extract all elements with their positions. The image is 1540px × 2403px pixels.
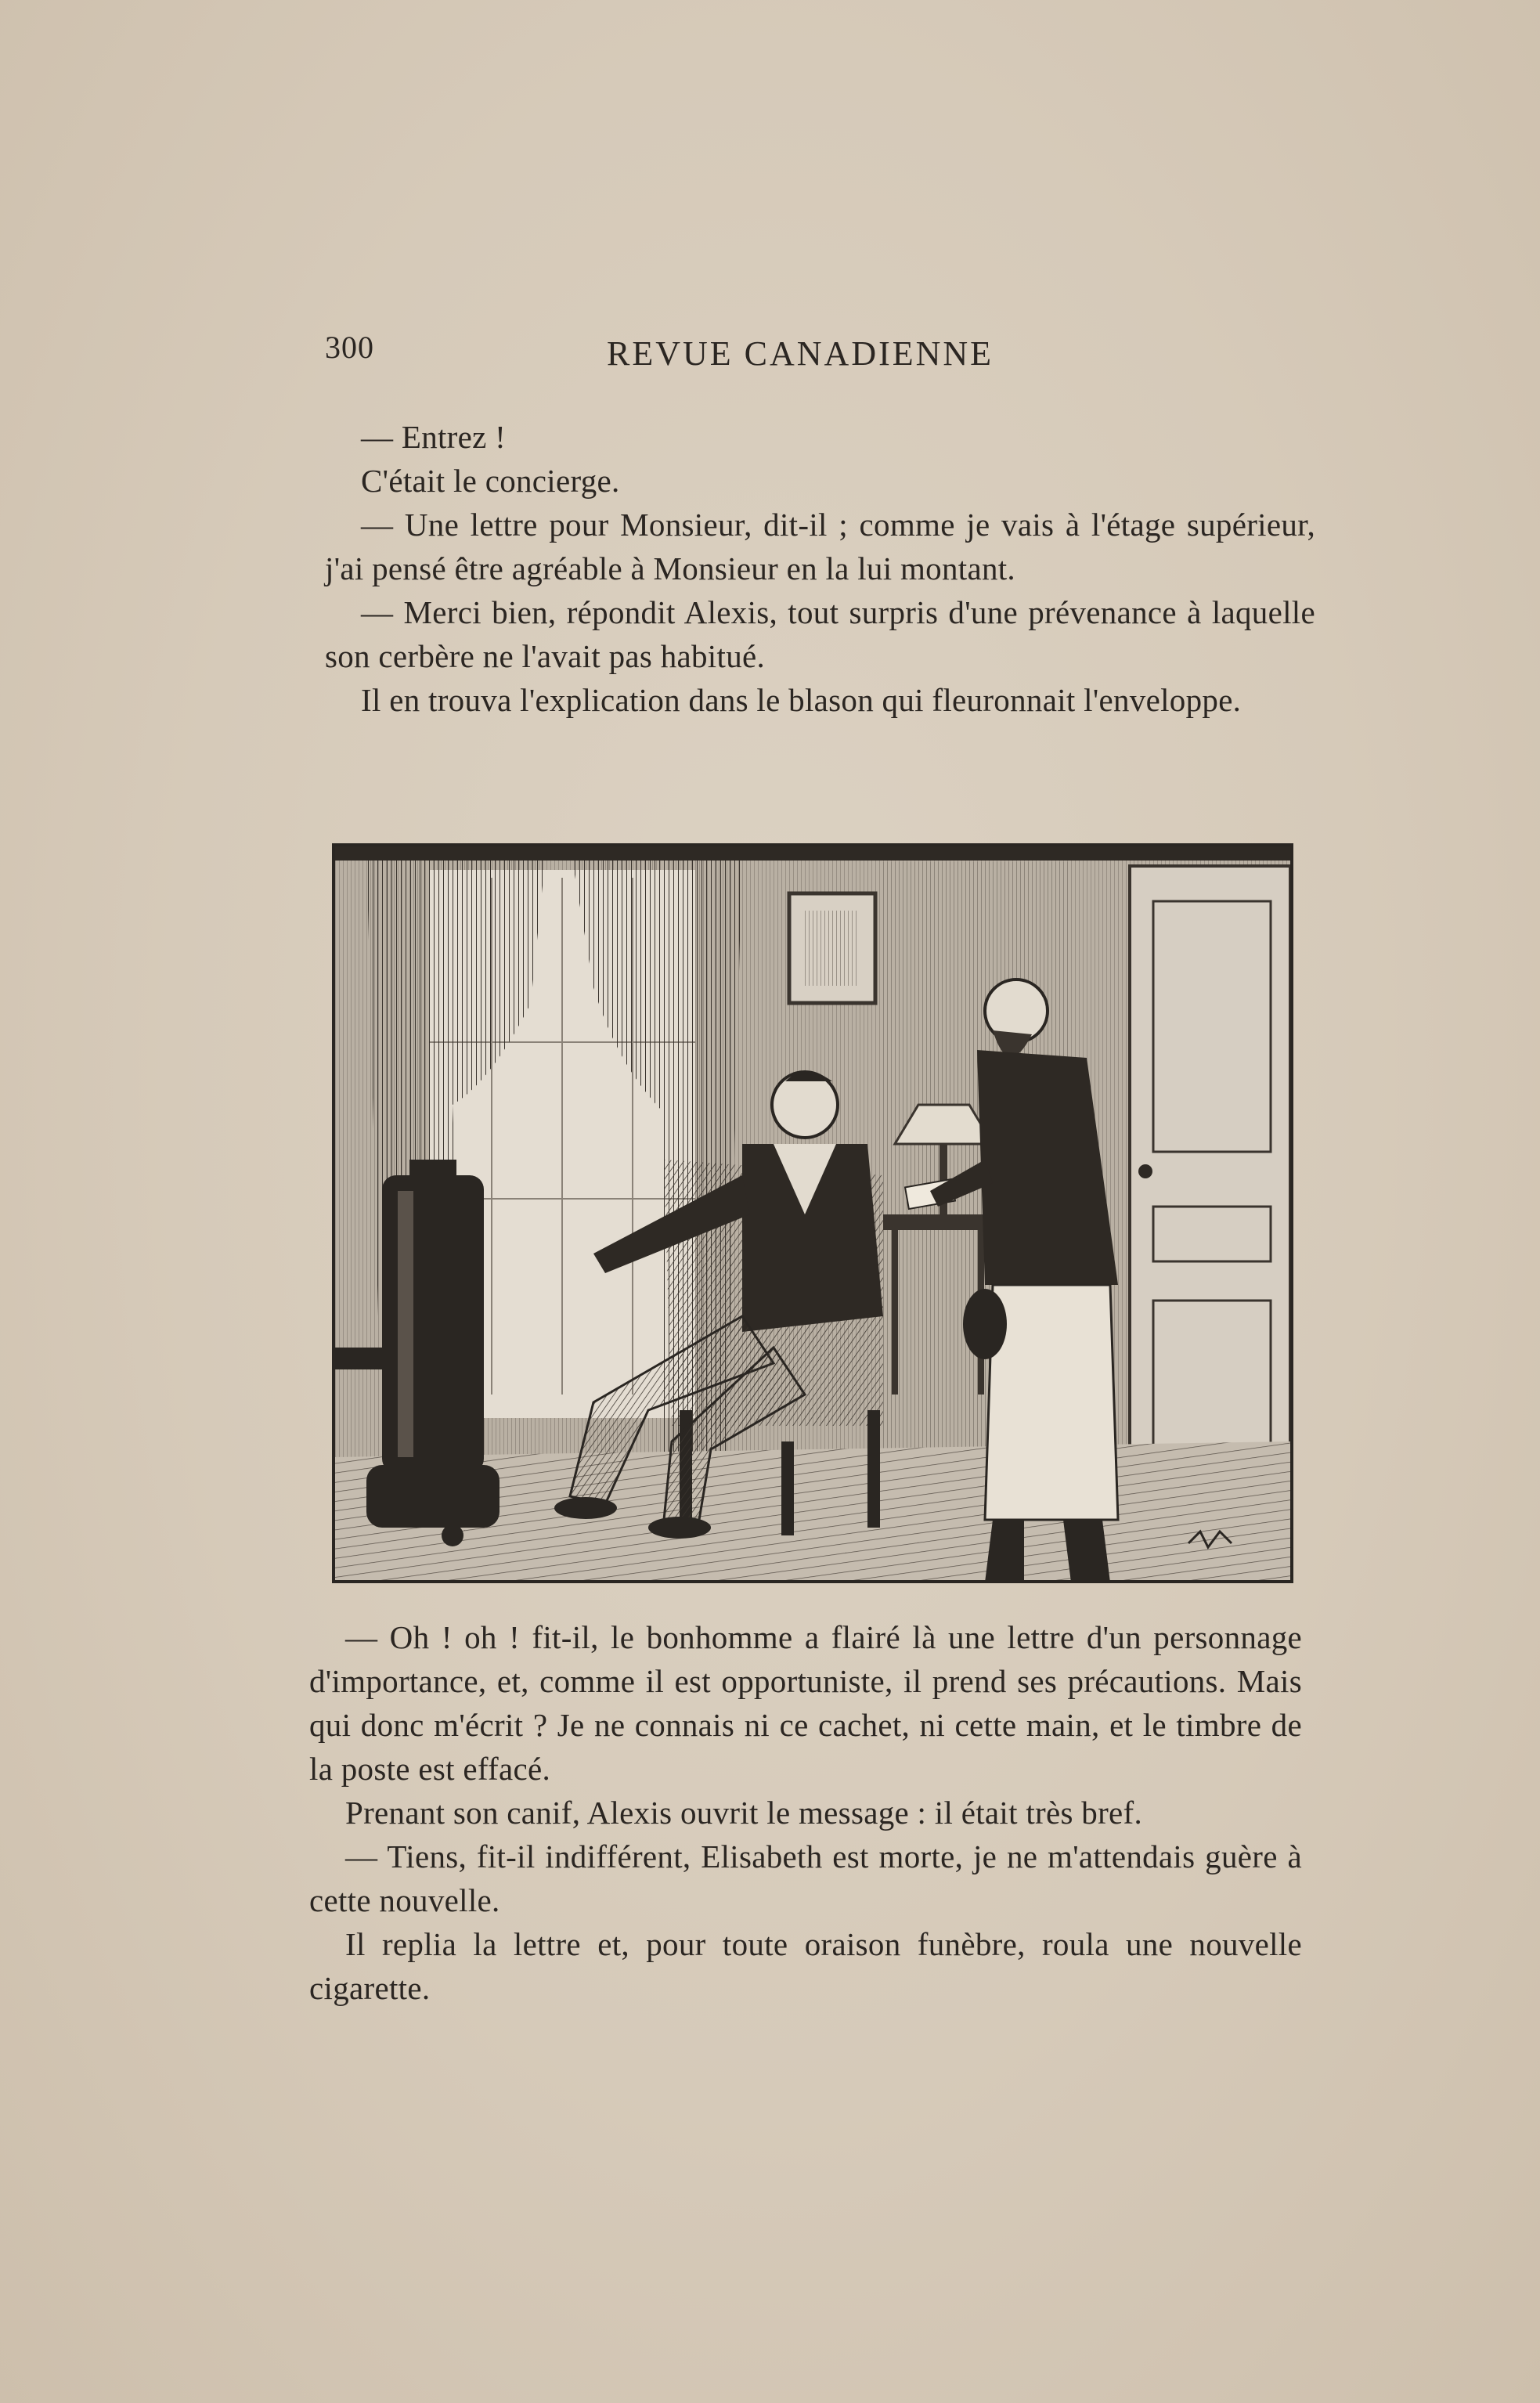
engraving-concierge-delivering-letter-illustration [335, 846, 1290, 1580]
paragraph: Il replia la lettre et, pour toute oraison funèbre, roula une nouvelle cigarette. [309, 1926, 1302, 2006]
page-header [325, 329, 1319, 376]
page-number: 300 [325, 330, 374, 365]
paragraph: — Oh ! oh ! fit-il, le bonhomme a flairé là une lettre d'un personnage d'importance, et, comme il est opportuniste, il prend ses précautions. Mais qui donc m'écrit ? Je ne connais ni ce cachet, ni cette main, et le timbre de la poste est effacé. [309, 1619, 1302, 1787]
paragraph: — Merci bien, répondit Alexis, tout surpris d'une prévenance à laquelle son cerbère ne l'avait pas habitué. [325, 594, 1315, 674]
engraving-illustration [332, 843, 1293, 1583]
text-block-bottom [309, 1615, 1302, 2010]
paragraph: — Une lettre pour Monsieur, dit-il ; comme je vais à l'étage supérieur, j'ai pensé être agréable à Monsieur en la lui montant. [325, 507, 1315, 586]
paragraph: Prenant son canif, Alexis ouvrit le message : il était très bref. [345, 1795, 1143, 1831]
paragraph: C'était le concierge. [361, 463, 620, 499]
paragraph: — Tiens, fit-il indifférent, Elisabeth est morte, je ne m'attendais guère à cette nouvelle. [309, 1838, 1302, 1918]
paragraph: Il en trouva l'explication dans le blason qui fleuronnait l'enveloppe. [361, 682, 1242, 718]
paragraph: — Entrez ! [361, 419, 507, 455]
running-title: REVUE CANADIENNE [607, 334, 994, 373]
text-block-top [325, 415, 1315, 722]
